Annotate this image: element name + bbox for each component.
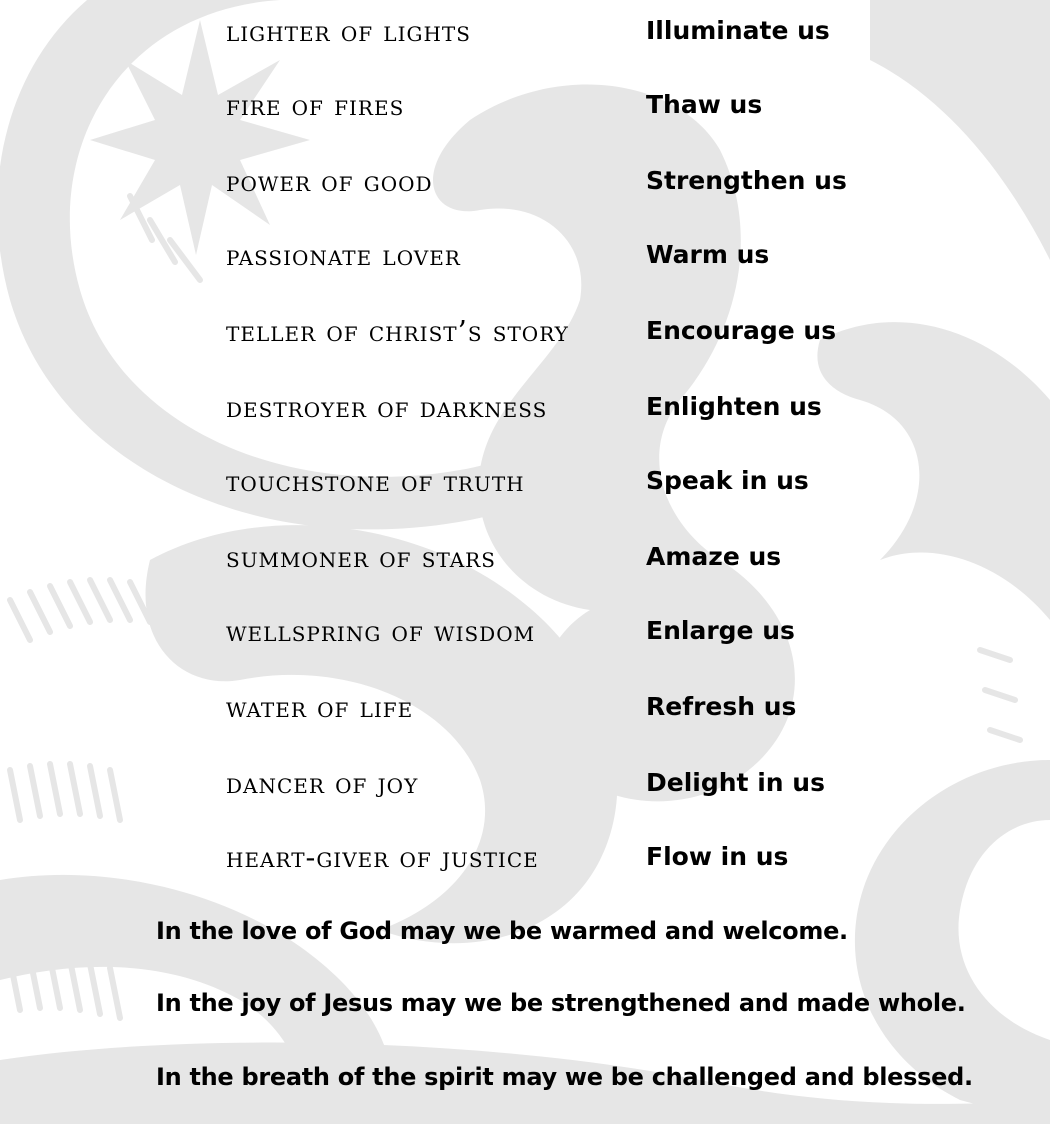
response: Speak in us — [646, 466, 809, 495]
response: Delight in us — [646, 768, 825, 797]
divine-name: wellspring of wisdom — [226, 614, 536, 648]
litany-row — [0, 461, 1050, 501]
litany-row — [0, 311, 1050, 351]
response: Amaze us — [646, 542, 782, 571]
divine-name: destroyer of darkness — [226, 390, 548, 424]
divine-name: passionate lover — [226, 238, 461, 272]
response: Flow in us — [646, 842, 789, 871]
litany-row — [0, 85, 1050, 125]
litany-row — [0, 537, 1050, 577]
response: Enlarge us — [646, 616, 795, 645]
divine-name: touchstone of truth — [226, 464, 525, 498]
divine-name: summoner of stars — [226, 540, 496, 574]
divine-name: teller of christ’s story — [226, 314, 569, 348]
litany-row — [0, 161, 1050, 201]
response: Warm us — [646, 240, 770, 269]
blessing-line-spirit: In the breath of the spirit may we be challenged and blessed. — [156, 1063, 973, 1091]
divine-name: fire of fires — [226, 88, 405, 122]
response: Refresh us — [646, 692, 797, 721]
litany-row — [0, 611, 1050, 651]
litany-row — [0, 687, 1050, 727]
divine-name: heart-giver of justice — [226, 840, 539, 874]
divine-name: water of life — [226, 690, 414, 724]
response: Thaw us — [646, 90, 763, 119]
response: Illuminate us — [646, 16, 830, 45]
litany-row — [0, 387, 1050, 427]
response: Strengthen us — [646, 166, 847, 195]
blessing-line-joy: In the joy of Jesus may we be strengthened and made whole. — [156, 989, 966, 1017]
response: Encourage us — [646, 316, 837, 345]
divine-name: power of good — [226, 164, 433, 198]
litany-row — [0, 235, 1050, 275]
divine-name: dancer of joy — [226, 766, 419, 800]
litany-row — [0, 763, 1050, 803]
litany-row — [0, 11, 1050, 51]
response: Enlighten us — [646, 392, 822, 421]
litany-row — [0, 837, 1050, 877]
divine-name: lighter of lights — [226, 14, 471, 48]
blessing-line-love: In the love of God may we be warmed and welcome. — [156, 917, 848, 945]
